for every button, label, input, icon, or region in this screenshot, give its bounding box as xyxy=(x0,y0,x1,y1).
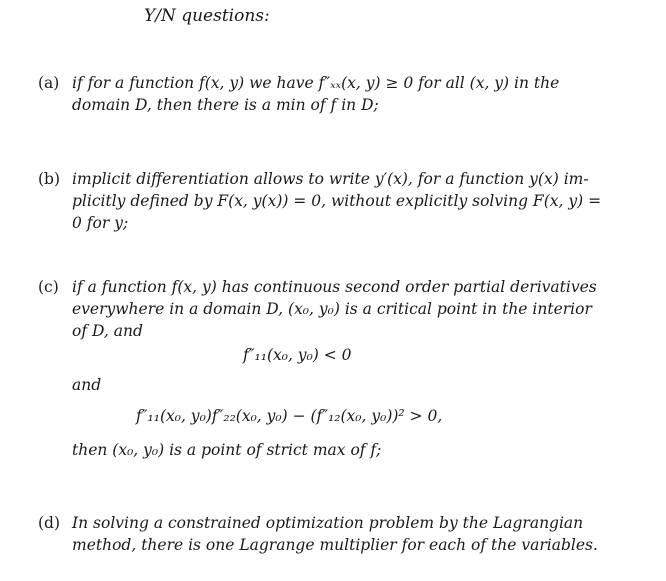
question-label: (d) xyxy=(38,514,61,532)
text-line: if a function f(x, y) has continuous second order partial derivatives xyxy=(72,278,597,296)
text-line: plicitly defined by F(x, y(x)) = 0, without explicitly solving F(x, y) = xyxy=(72,192,602,210)
text-line: domain D, then there is a min of f in D; xyxy=(72,96,379,114)
text-line: In solving a constrained optimization problem by the Lagrangian xyxy=(72,514,584,532)
section-heading: Y/N questions: xyxy=(144,6,270,26)
question-b xyxy=(38,168,608,234)
question-label: (a) xyxy=(38,74,60,92)
question-text xyxy=(72,168,608,234)
question-text xyxy=(72,72,608,116)
question-a xyxy=(38,72,608,116)
condition-equation: f″₁₁(x₀, y₀) < 0 xyxy=(243,346,352,364)
connector-text: and xyxy=(72,376,102,394)
question-text xyxy=(72,276,608,342)
question-label: (c) xyxy=(38,278,59,296)
question-text xyxy=(72,512,608,556)
hessian-inequality: f″₁₁(x₀, y₀)f″₂₂(x₀, y₀) − (f″₁₂(x₀, y₀))² > 0, xyxy=(136,407,443,425)
question-d xyxy=(38,512,608,556)
text-line: 0 for y; xyxy=(72,214,129,232)
text-line: implicit differentiation allows to write y′(x), for a function y(x) im- xyxy=(72,170,589,188)
text-line: everywhere in a domain D, (x₀, y₀) is a critical point in the interior xyxy=(72,300,592,318)
question-c xyxy=(38,276,608,342)
text-line: method, there is one Lagrange multiplier for each of the variables. xyxy=(72,536,598,554)
text-line: if for a function f(x, y) we have f″ₓₓ(x, y) ≥ 0 for all (x, y) in the xyxy=(72,74,560,92)
conclusion-text: then (x₀, y₀) is a point of strict max of f; xyxy=(72,441,382,459)
question-label: (b) xyxy=(38,170,61,188)
text-line: of D, and xyxy=(72,322,143,340)
